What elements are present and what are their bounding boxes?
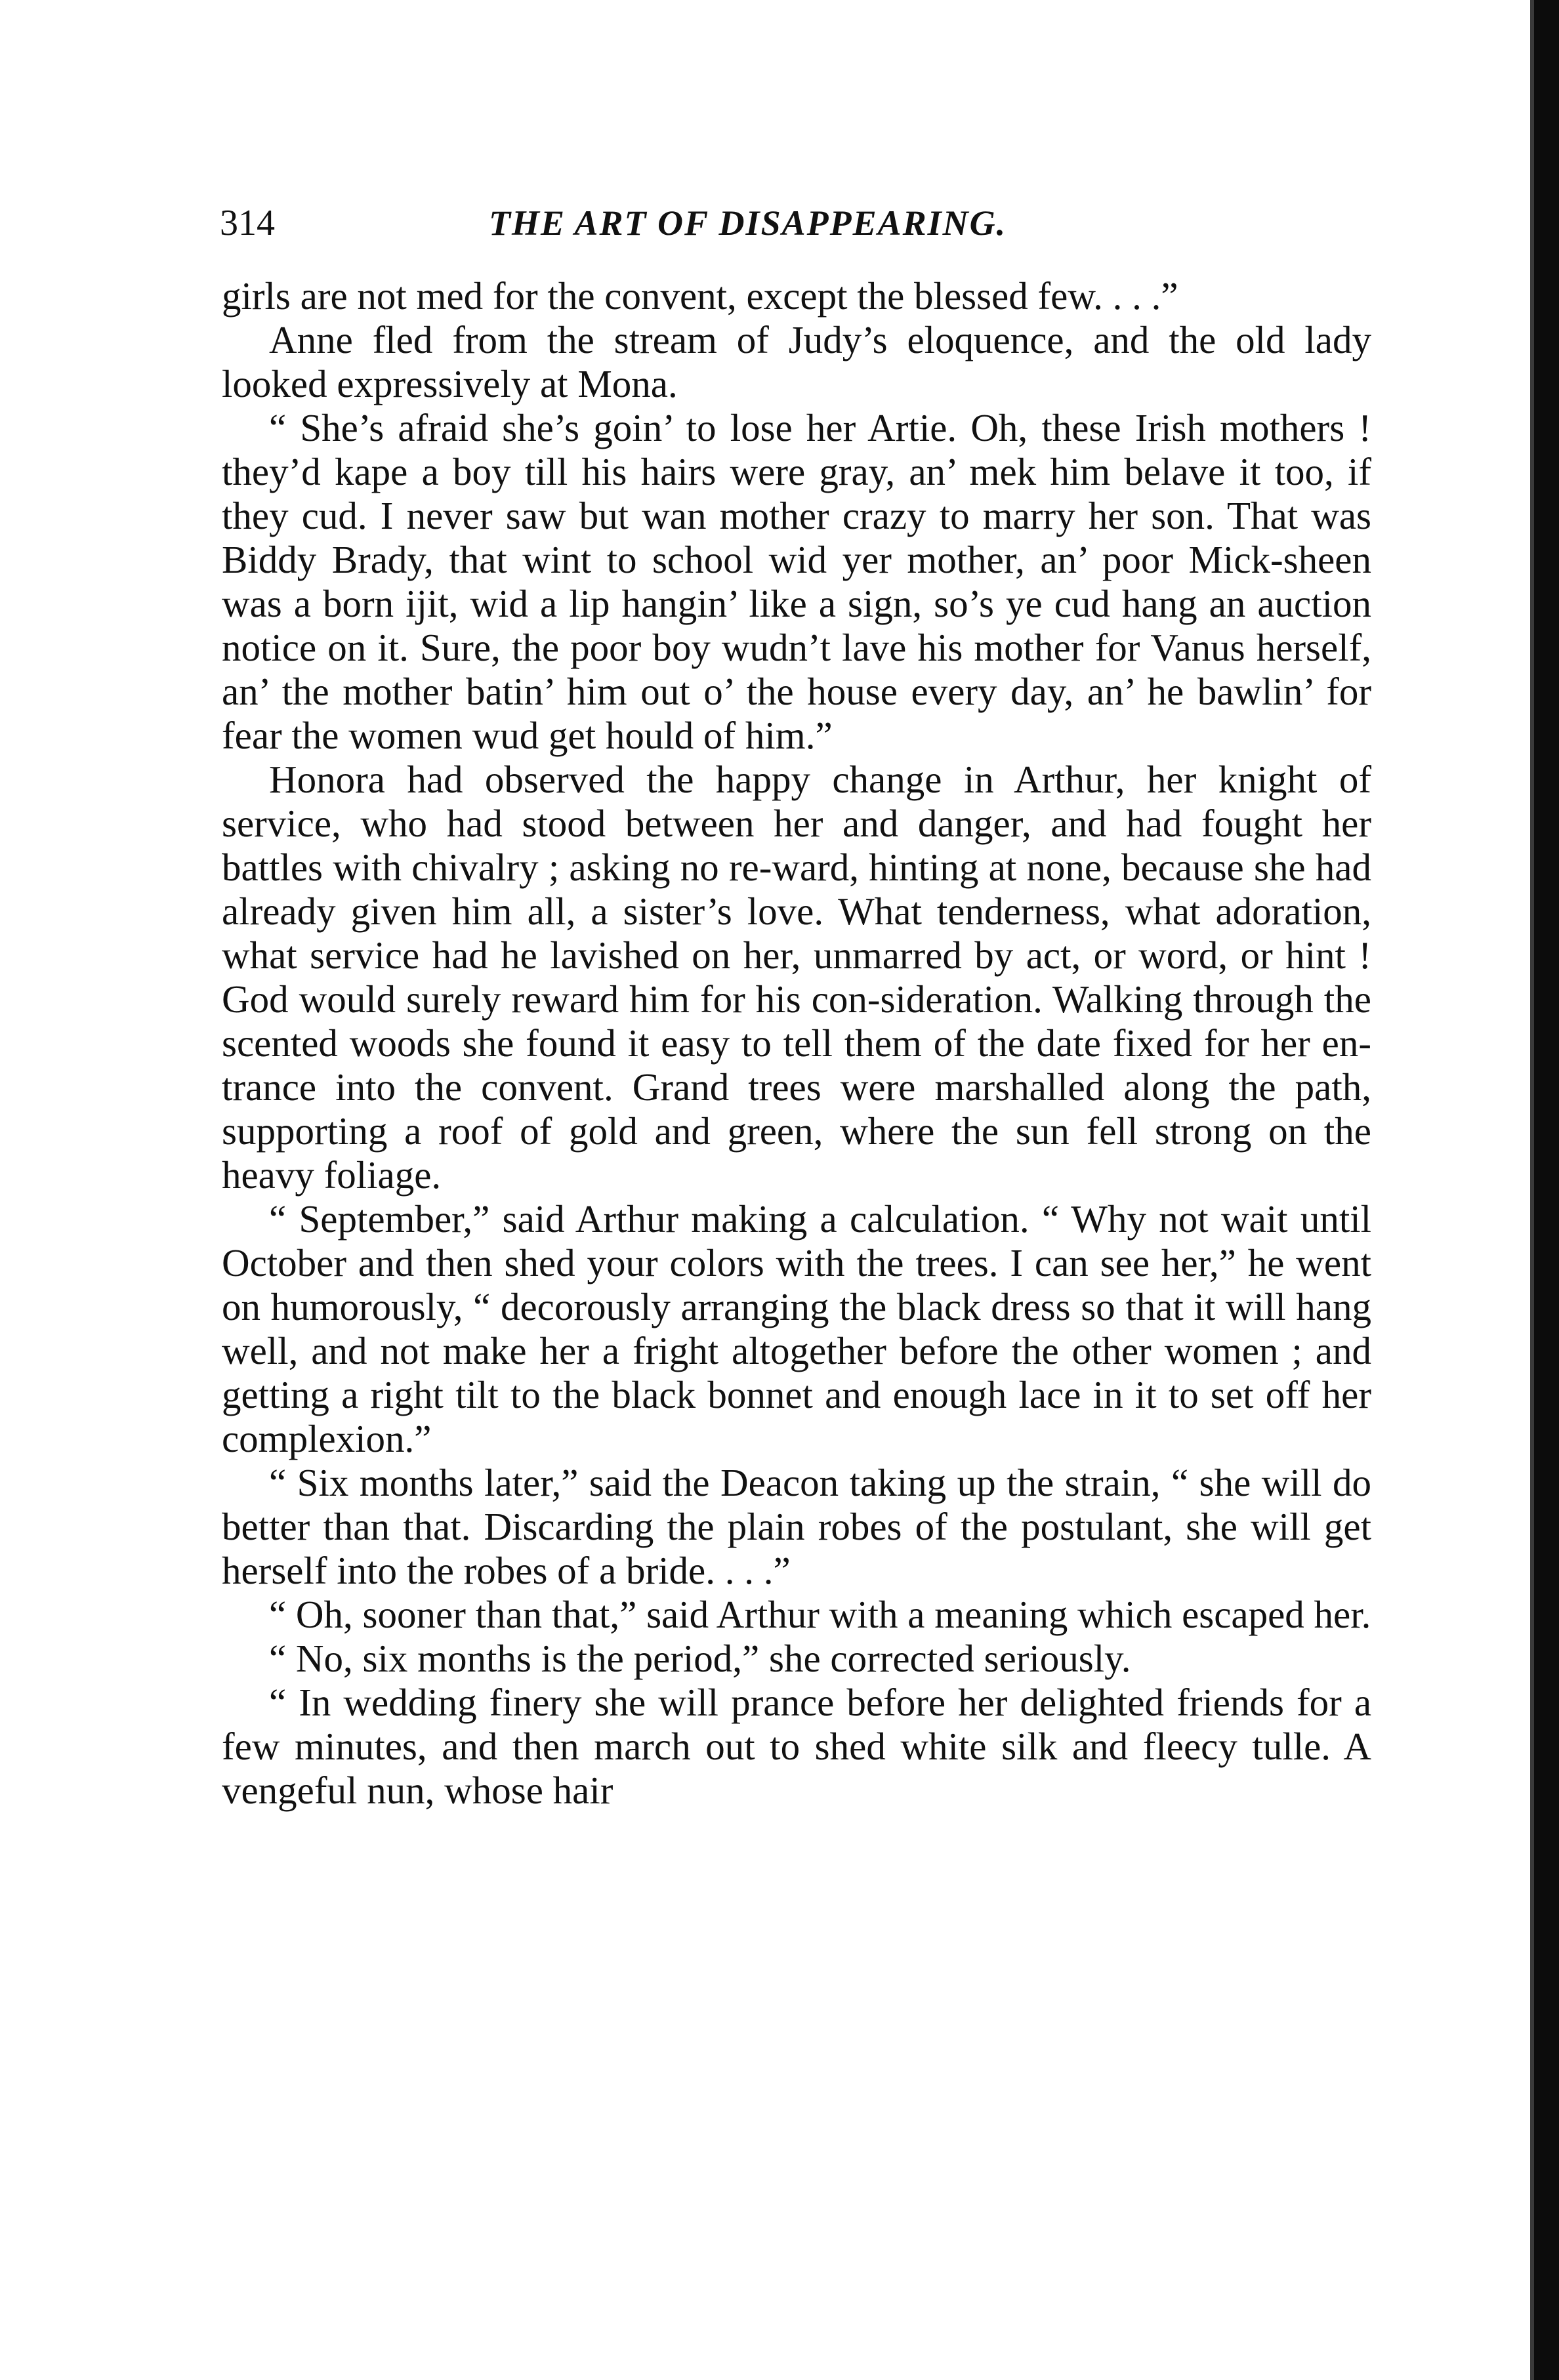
body-text bbox=[222, 274, 1371, 1813]
page-header bbox=[220, 197, 1375, 249]
paragraph: “ She’s afraid she’s goin’ to lose her Artie. Oh, these Irish mothers ! they’d kape a boy till his hairs were gray, an’ mek him belave it too, if they cud. I never saw but wan mother crazy to marry her son. That was Biddy Brady, that wint to school wid yer mother, an’ poor Mick-sheen was a born ijit, wid a lip hangin’ like a sign, so’s ye cud hang an auction notice on it. Sure, the poor boy wudn’t lave his mother for Vanus herself, an’ the mother batin’ him out o’ the house every day, an’ he bawlin’ for fear the women wud get hould of him.” bbox=[222, 406, 1371, 757]
page-edge bbox=[1534, 0, 1559, 2380]
page-number: 314 bbox=[220, 203, 275, 243]
paragraph: “ No, six months is the period,” she corrected seriously. bbox=[269, 1637, 1131, 1680]
paragraph-continued: girls are not med for the convent, except the blessed few. . . .” bbox=[222, 274, 1178, 318]
paragraph: “ September,” said Arthur making a calculation. “ Why not wait until October and then shed your colors with the trees. I can see her,” he went on humorously, “ decorously arranging the black dress so that it will hang well, and not make her a fright altogether before the other women ; and getting a right tilt to the black bonnet and enough lace in it to set off her complexion.” bbox=[222, 1197, 1371, 1460]
paragraph: Honora had observed the happy change in Arthur, her knight of service, who had stood between her and danger, and had fought her battles with chivalry ; asking no re-ward, hinting at none, because she had already given him all, a sister’s love. What tenderness, what adoration, what service had he lavished on her, unmarred by act, or word, or hint ! God would surely reward him for his con-sideration. Walking through the scented woods she found it easy to tell them of the date fixed for her en-trance into the convent. Grand trees were marshalled along the path, supporting a roof of gold and green, where the sun fell strong on the heavy foliage. bbox=[222, 758, 1371, 1197]
paragraph: “ Oh, sooner than that,” said Arthur with a meaning which escaped her. bbox=[269, 1593, 1371, 1636]
paragraph: “ In wedding finery she will prance before her delighted friends for a few minutes, and then march out to shed white silk and fleecy tulle. A vengeful nun, whose hair bbox=[222, 1681, 1371, 1812]
paragraph: Anne fled from the stream of Judy’s eloquence, and the old lady looked expressively at Mona. bbox=[222, 318, 1371, 405]
paragraph: “ Six months later,” said the Deacon taking up the strain, “ she will do better than that. Discarding the plain robes of the postulant, she will get herself into the robes of a bride. . . .” bbox=[222, 1461, 1371, 1592]
running-title: THE ART OF DISAPPEARING. bbox=[489, 203, 1007, 243]
